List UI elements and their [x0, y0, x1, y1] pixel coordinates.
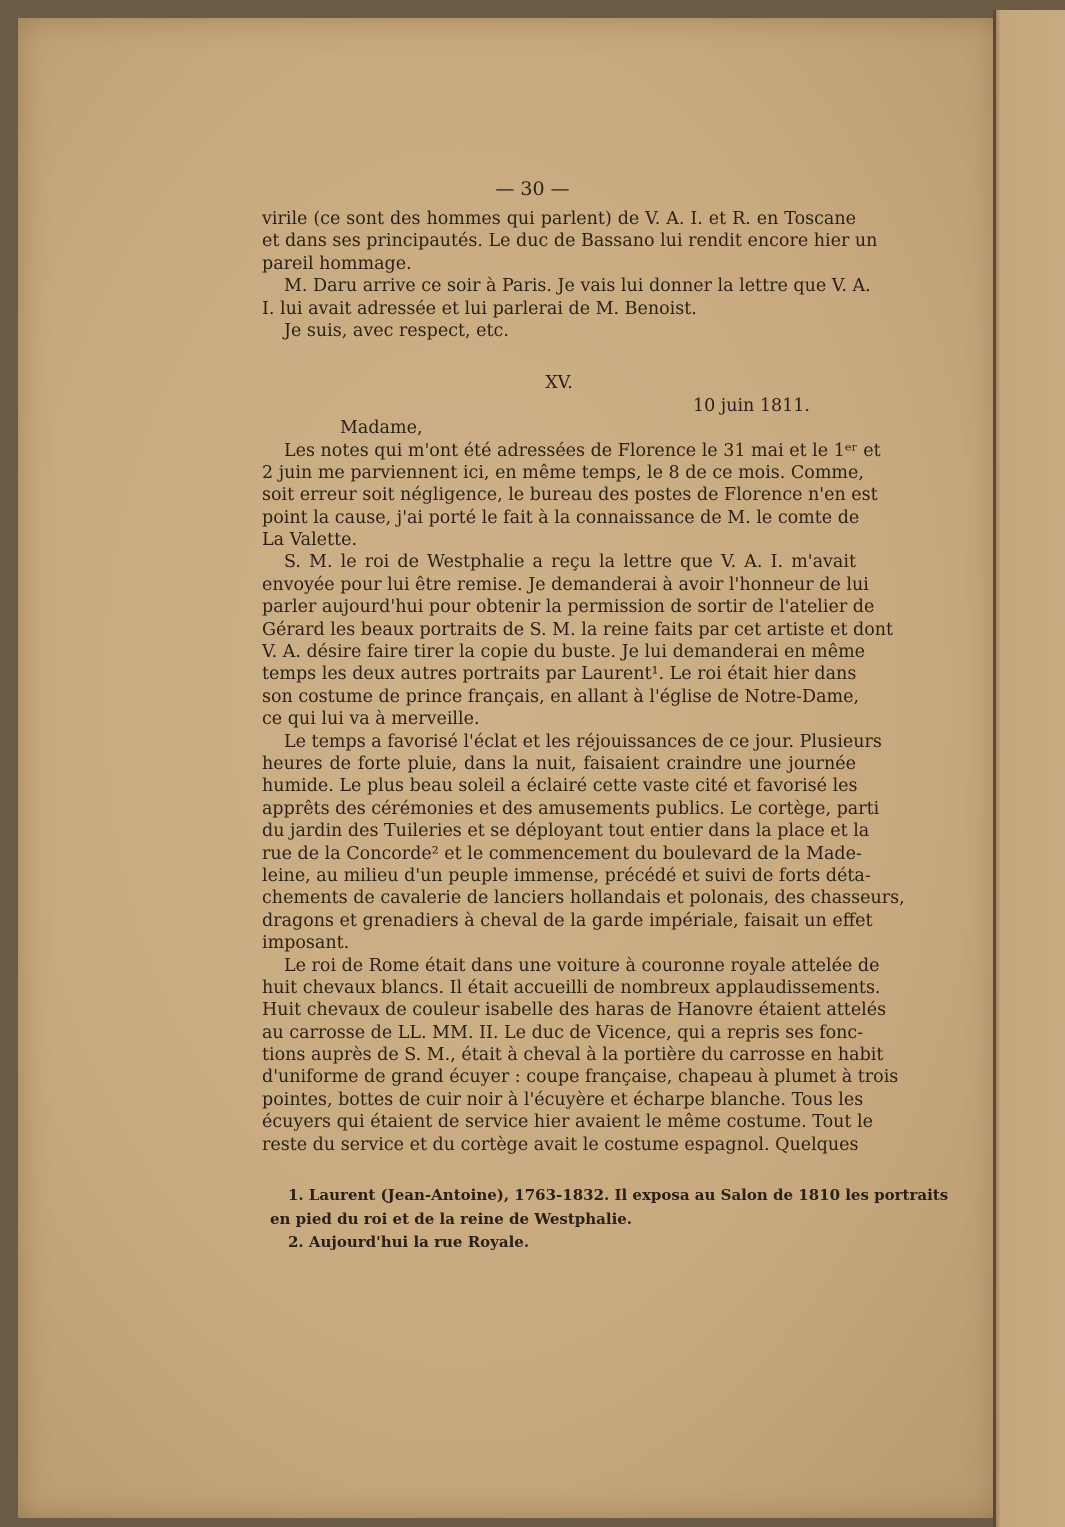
text-line: rue de la Concorde² et le commencement du boulevard de la Made- — [262, 843, 862, 864]
letter-heading — [262, 372, 856, 394]
paragraph — [262, 275, 871, 320]
text-line: Le temps a favorisé l'éclat et les réjouissances de ce jour. Plusieurs — [284, 731, 882, 752]
text-line: pareil hommage. — [262, 253, 412, 274]
text-line: S. M. le roi de Westphalie a reçu la lettre que V. A. I. m'avait — [284, 552, 856, 573]
text-line: M. Daru arrive ce soir à Paris. Je vais lui donner la lettre que V. A. — [284, 276, 871, 297]
text-line: Les notes qui m'ont été adressées de Florence le 31 mai et le 1ᵉʳ et — [284, 440, 881, 461]
page-number: — 30 — — [495, 178, 570, 200]
paragraph — [262, 551, 894, 730]
body-text — [262, 208, 905, 1156]
text-line: point la cause, j'ai porté le fait à la connaissance de M. le comte de — [262, 507, 860, 528]
text-line: XV. — [545, 373, 573, 394]
text-line: soit erreur soit négligence, le bureau des postes de Florence n'en est — [262, 485, 878, 506]
text-line: pointes, bottes de cuir noir à l'écuyère et écharpe blanche. Tous les — [262, 1089, 864, 1110]
text-line: huit chevaux blancs. Il était accueilli de nombreux applaudissements. — [262, 977, 881, 998]
text-line: Le roi de Rome était dans une voiture à couronne royale attelée de — [284, 955, 880, 976]
paragraph — [262, 440, 881, 552]
facing-page-edge — [995, 10, 1065, 1527]
text-line: leine, au milieu d'un peuple immense, précédé et suivi de forts déta- — [262, 865, 871, 886]
paragraph — [262, 208, 878, 275]
text-line: écuyers qui étaient de service hier avaient le même costume. Tout le — [262, 1112, 873, 1133]
text-line: V. A. désire faire tirer la copie du buste. Je lui demanderai en même — [262, 642, 866, 663]
text-line: temps les deux autres portraits par Laurent¹. Le roi était hier dans — [262, 664, 857, 685]
text-line: 10 juin 1811. — [692, 395, 810, 416]
text-line: chements de cavalerie de lanciers hollandais et polonais, des chasseurs, — [262, 888, 905, 909]
text-line: ce qui lui va à merveille. — [262, 709, 480, 730]
text-line: Madame, — [340, 418, 423, 439]
text-line: La Valette. — [262, 530, 358, 551]
text-line: Je suis, avec respect, etc. — [284, 320, 509, 341]
footnote — [270, 1184, 949, 1231]
footnote-line: en pied du roi et de la reine de Westphalie. — [270, 1209, 633, 1228]
text-line: d'uniforme de grand écuyer : coupe française, chapeau à plumet à trois — [262, 1067, 899, 1088]
text-line: son costume de prince français, en allant à l'église de Notre-Dame, — [262, 686, 860, 707]
text-line: 2 juin me parviennent ici, en même temps, le 8 de ce mois. Comme, — [262, 462, 864, 483]
text-line: reste du service et du cortège avait le costume espagnol. Quelques — [262, 1134, 859, 1155]
page-gutter — [993, 10, 996, 1527]
footnote-line: 2. Aujourd'hui la rue Royale. — [288, 1233, 530, 1251]
paragraph — [262, 320, 856, 342]
text-line: Huit chevaux de couleur isabelle des haras de Hanovre étaient attelés — [262, 1000, 887, 1021]
text-line: du jardin des Tuileries et se déployant tout entier dans la place et la — [262, 821, 870, 842]
text-line: tions auprès de S. M., était à cheval à la portière du carrosse en habit — [262, 1045, 884, 1066]
paragraph — [262, 731, 905, 955]
spacer — [262, 342, 856, 372]
text-line: virile (ce sont des hommes qui parlent) de V. A. I. et R. en Toscane — [262, 209, 856, 229]
text-line: parler aujourd'hui pour obtenir la permission de sortir de l'atelier de — [262, 597, 875, 618]
text-line: humide. Le plus beau soleil a éclairé cette vaste cité et favorisé les — [262, 776, 858, 797]
text-line: dragons et grenadiers à cheval de la garde impériale, faisait un effet — [262, 910, 873, 931]
text-line: et dans ses principautés. Le duc de Bassano lui rendit encore hier un — [262, 231, 878, 252]
text-line: heures de forte pluie, dans la nuit, faisaient craindre une journée — [262, 753, 856, 774]
salutation — [262, 417, 856, 439]
text-line: au carrosse de LL. MM. II. Le duc de Vicence, qui a repris ses fonc- — [262, 1022, 864, 1043]
footnote-line: 1. Laurent (Jean-Antoine), 1763-1832. Il exposa au Salon de 1810 les portraits — [288, 1186, 949, 1204]
text-line: apprêts des cérémonies et des amusements publics. Le cortège, parti — [262, 798, 880, 819]
text-line: Gérard les beaux portraits de S. M. la reine faits par cet artiste et dont — [262, 619, 894, 640]
footnote — [272, 1231, 854, 1255]
footnotes — [270, 1184, 949, 1255]
text-line: imposant. — [262, 933, 350, 954]
text-line: I. lui avait adressée et lui parlerai de M. Benoist. — [262, 298, 697, 319]
paragraph — [262, 955, 899, 1157]
letter-date — [262, 395, 856, 417]
text-line: envoyée pour lui être remise. Je demanderai à avoir l'honneur de lui — [262, 574, 869, 595]
